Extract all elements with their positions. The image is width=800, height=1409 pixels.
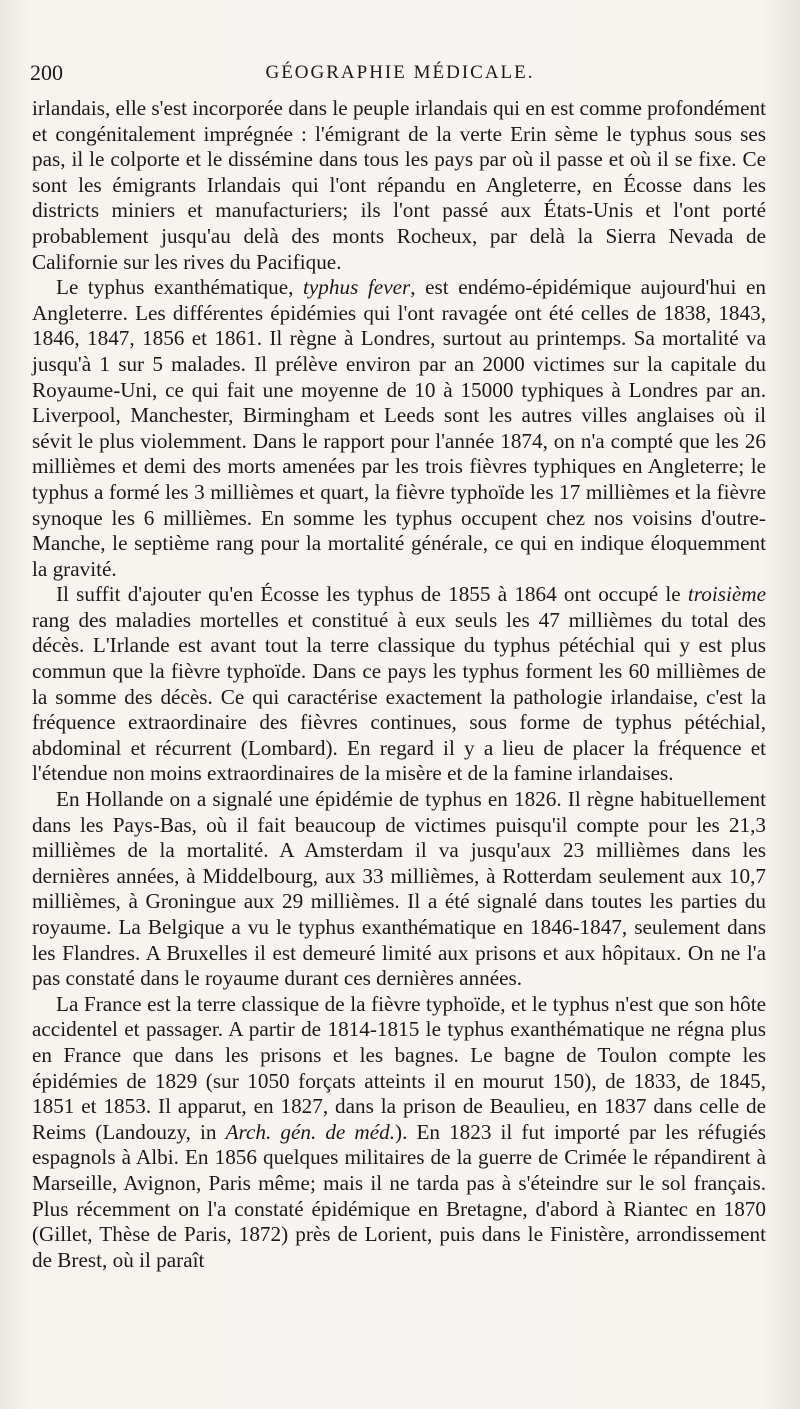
paragraph-text: , est endémo-épidémique aujourd'hui en Angleterre. Les différentes épidémies qui l'ont ravagée ont été celles de 1838, 1843, 1846, 1847, 1856 et 1861. Il règne à Londres, surtout au printemps. Sa mortalité va jusqu'à 1 sur 5 malades. Il prélève environ par an 2000 victimes sur la capitale du Royaume-Uni, ce qui fait une moyenne de 10 à 15000 typhiques à Londres par an. Liverpool, Manchester, Birmingham et Leeds sont les autres villes anglaises où il sévit le plus violemment. Dans le rapport pour l'année 1874, on n'a compté que les 26 millièmes et demi des morts amenées par les trois fièvres typhiques en Angleterre; le typhus a formé les 3 millièmes et quart, la fièvre typhoïde les 17 millièmes et la fièvre synoque les 6 millièmes. En somme les typhus occupent chez nos voisins d'outre-Manche, le septième rang pour la mortalité générale, ce qui en indique éloquemment la gravité. [32,275,766,581]
paragraph-text: ). En 1823 il fut importé par les réfugiés espagnols à Albi. En 1856 quelques militaires de la guerre de Crimée le répandirent à Marseille, Avignon, Paris même; mais il ne tarda pas à s'éteindre sur le sol français. Plus récemment on l'a constaté épidémique en Bretagne, d'abord à Riantec en 1870 (Gillet, Thèse de Paris, 1872) près de Lorient, puis dans le Finistère, arrondissement de Brest, où il paraît [32,1119,766,1272]
paragraph-text: Il suffit d'ajouter qu'en Écosse les typhus de 1855 à 1864 ont occupé le [56,582,688,607]
paragraph-text: Le typhus exanthématique, [56,275,304,300]
paragraph-text: rang des maladies mortelles et constitué à eux seuls les 47 millièmes du total des décès. L'Irlande est avant tout la terre classique du typhus pétéchial qui y est plus commun que la fièvre typhoïde. Dans ce pays les typhus forment les 60 millièmes de la somme des décès. Ce qui caractérise exactement la pathologie irlandaise, c'est la fréquence extraordinaire des fièvres continues, sous forme de typhus pétéchial, abdominal et récurrent (Lombard). En regard il y a lieu de placer la fréquence et l'étendue non moins extraordinaires de la misère et de la famine irlandaises. [32,607,766,786]
paragraph-text: irlandais, elle s'est incorporée dans le peuple irlandais qui en est comme profondément et congénitalement imprégnée : l'émigrant de la verte Erin sème le typhus sous ses pas, il le colporte et le dissémine dans tous les pays par où il passe et où il se fixe. Ce sont les émigrants Irlandais qui l'ont répandu en Angleterre, en Écosse dans les districts miniers et manufacturiers; ils l'ont passé aux États-Unis et l'ont porté probablement jusqu'au delà des monts Rocheux, par delà la Sierra Nevada de Californie sur les rives du Pacifique. [32,96,766,274]
italic-text: typhus fever [303,275,411,300]
paragraph [32,582,766,787]
paragraph-text: La France est la terre classique de la fièvre typhoïde, et le typhus n'est que son hôte accidentel et passager. A partir de 1814-1815 le typhus exanthématique ne régna plus en France que dans les prisons et les bagnes. Le bagne de Toulon compte les épidémies de 1829 (sur 1050 forçats atteints il en mourut 150), de 1833, de 1845, 1851 et 1853. Il apparut, en 1827, dans la prison de Beaulieu, en 1837 dans celle de Reims (Landouzy, in [32,991,766,1144]
running-head: GÉOGRAPHIE MÉDICALE. [265,62,535,83]
body-text [32,96,766,1273]
page-number: 200 [30,60,63,85]
italic-text: Arch. gén. de méd. [225,1119,396,1144]
italic-text: troisième [687,582,766,607]
paragraph [32,992,766,1274]
paragraph [32,96,766,275]
paragraph [32,787,766,992]
paragraph-text: En Hollande on a signalé une épidémie de typhus en 1826. Il règne habituellement dans les Pays-Bas, où il fait beaucoup de victimes puisqu'il compte pour les 21,3 millièmes de la mortalité. A Amsterdam il va jusqu'aux 23 millièmes dans les dernières années, à Middelbourg, aux 33 millièmes, à Rotterdam seulement aux 10,7 millièmes, à Groningue aux 29 millièmes. Il a été signalé dans toutes les parties du royaume. La Belgique a vu le typhus exanthématique en 1846-1847, seulement dans les Flandres. A Bruxelles il est demeuré limité aux prisons et aux hôpitaux. On ne l'a pas constaté dans le royaume durant ces dernières années. [32,787,766,991]
page-header [30,60,770,94]
paragraph [32,275,766,582]
